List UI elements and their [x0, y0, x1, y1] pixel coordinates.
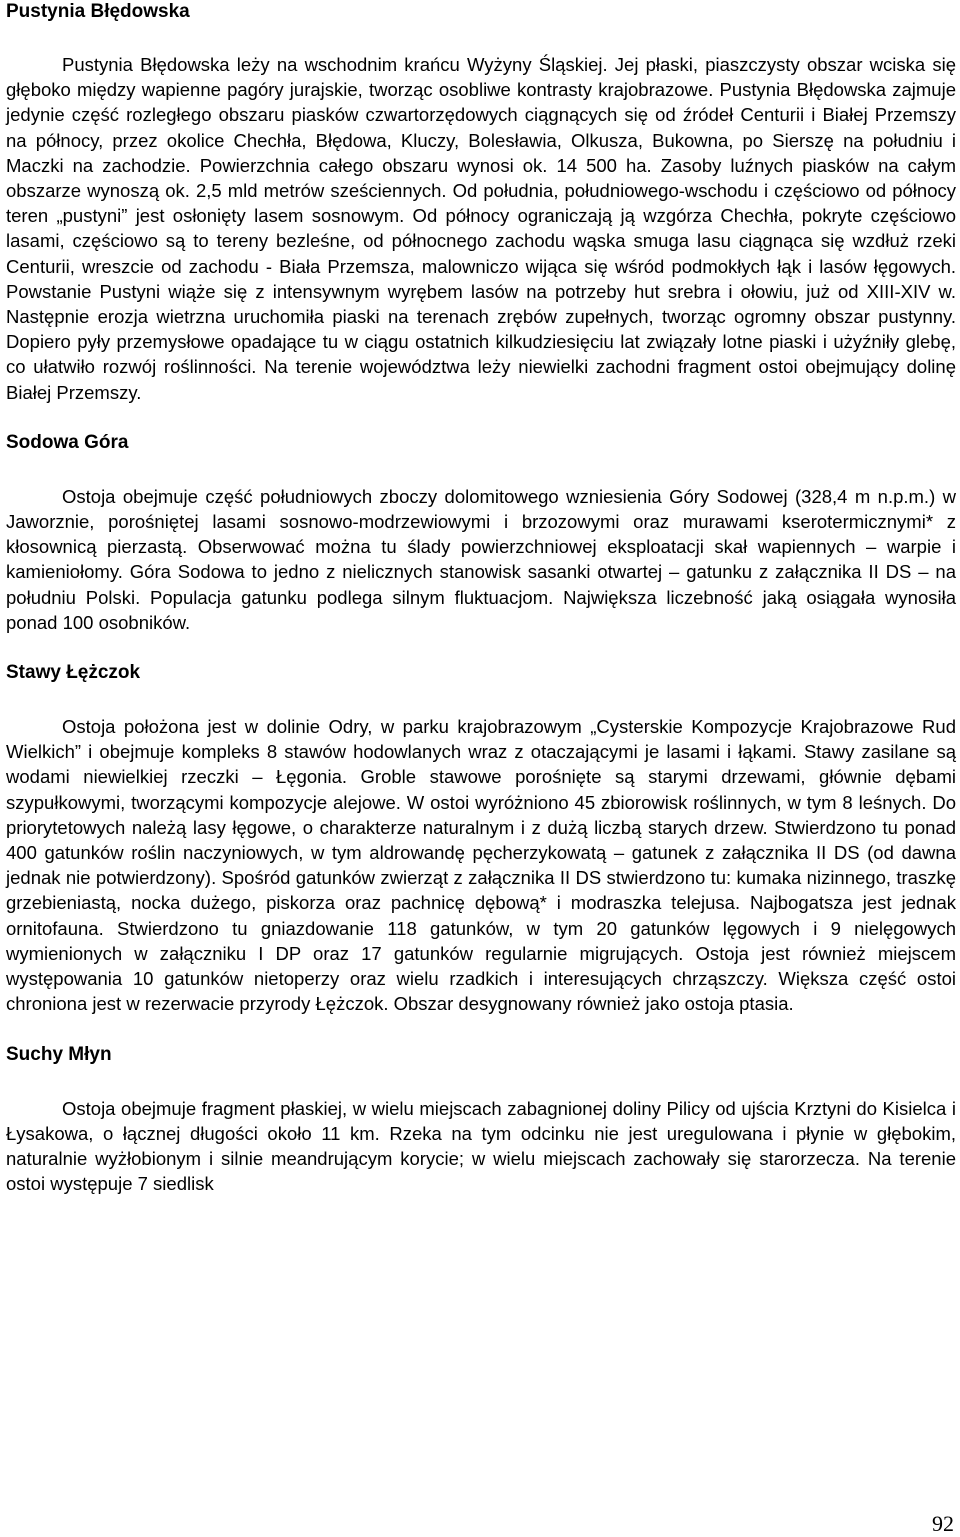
section-paragraph-sodowa-gora: Ostoja obejmuje część południowych zboczy dolomitowego wzniesienia Góry Sodowej (328,4 m n.p.m.) w Jaworznie, porośniętej lasami sosnowo-modrzewiowymi i brzozowymi oraz murawami kserotermicznymi* z kłosownicą pierzastą. Obserwować można tu ślady powierzchniowej eksploatacji skał wapiennych – warpie i kamieniołomy. Góra Sodowa to jedno z nielicznych stanowisk sasanki otwartej – gatunku z załącznika II DS – na południu Polski. Populacja gatunku podlega silnym fluktuacjom. Największa liczebność jaką osiągała wynosiła ponad 100 osobników.: [6, 485, 956, 633]
section-title-sodowa-gora: Sodowa Góra: [6, 431, 129, 453]
section-paragraph-stawy-lezczok: Ostoja położona jest w dolinie Odry, w parku krajobrazowym „Cysterskie Kompozycje Krajobrazowe Rud Wielkich” i obejmuje kompleks 8 stawów hodowlanych wraz z otaczającymi je lasami i łąkami. Stawy zasilane są wodami niewielkiej rzeczki – Łęgonia. Groble stawowe porośnięte są starymi drzewami, głównie dębami szypułkowymi, tworzącymi kompozycje alejowe. W ostoi wyróżniono 45 zbiorowisk roślinnych, w tym 8 leśnych. Do priorytetowych należą lasy łęgowe, o charakterze naturalnym i z dużą liczbą starych drzew. Stwierdzono tu ponad 400 gatunków roślin naczyniowych, w tym aldrowandę pęcherzykowatą – gatunek z załącznika II DS (od dawna jednak nie potwierdzony). Spośród gatunków zwierząt z załącznika II DS stwierdzono tu: kumaka nizinnego, traszkę grzebieniastą, nocka dużego, piskorza oraz pachnicę dębową* i modraszka telejusa. Najbogatsza jest jednak ornitofauna. Stwierdzono tu gniazdowanie 118 gatunków, w tym 20 gatunków lęgowych i 9 nielęgowych wymienionych w załączniku I DP oraz 17 gatunków regularnie migrujących. Ostoja jest również miejscem występowania 10 gatunków nietoperzy oraz wielu rzadkich i interesujących chrząszczy. Większa część ostoi chroniona jest w rezerwacie przyrody Łężczok. Obszar desygnowany również jako ostoja ptasia.: [6, 716, 956, 1015]
section-paragraph-pustynia-bledowska: Pustynia Błędowska leży na wschodnim krańcu Wyżyny Śląskiej. Jej płaski, piaszczysty obszar wciska się głęboko między wapienne pagóry jurajskie, tworząc osobliwe kontrasty krajobrazowe. Pustynia Błędowska zajmuje jedynie część rozległego obszaru piasków czwartorzędowych ciągnących się od źródeł Centurii i Białej Przemszy na północy, przez okolice Chechła, Błędowa, Kluczy, Bolesławia, Olkusza, Bukowna, po Sierszę na południu i Maczki na zachodzie. Powierzchnia całego obszaru wynosi ok. 14 500 ha. Zasoby luźnych piasków na całym obszarze wynoszą ok. 2,5 mld metrów sześciennych. Od południa, południowego-wschodu i częściowo od północy teren „pustyni” jest osłonięty lasem sosnowym. Od północy ograniczają ją wzgórza Chechła, pokryte częściowo lasami, częściowo są to tereny bezleśne, od północnego zachodu wąska smuga lasu ciągnąca się wzdłuż rzeki Centurii, wreszcie od zachodu - Biała Przemsza, malowniczo wijąca się wśród podmokłych łąk i lasów łęgowych. Powstanie Pustyni wiąże się z intensywnym wyrębem lasów na potrzeby hut srebra i ołowiu, już od XIII-XIV w. Następnie erozja wietrzna uruchomiła piaski na terenach zrębów zupełnych, tworząc ogromny obszar pustynny. Dopiero pyły przemysłowe opadające tu w ciągu ostatnich kilkudziesięciu lat związały lotne piaski i użyźniły glebę, co ułatwiło rozwój roślinności. Na terenie województwa leży niewielki zachodni fragment ostoi obejmujący dolinę Białej Przemszy.: [6, 54, 956, 403]
section-title-stawy-lezczok: Stawy Łężczok: [6, 662, 141, 684]
section-title-suchy-mlyn: Suchy Młyn: [6, 1043, 112, 1065]
document-page: [6, 0, 956, 1196]
page-number: 92: [932, 1511, 954, 1536]
section-title-pustynia-bledowska: Pustynia Błędowska: [6, 1, 190, 22]
section-paragraph-suchy-mlyn: Ostoja obejmuje fragment płaskiej, w wielu miejscach zabagnionej doliny Pilicy od ujścia Krztyni do Kisielca i Łysakowa, o łącznej długości około 11 km. Rzeka na tym odcinku nie jest uregulowana i płynie w głębokim, naturalnie wyżłobionym i silnie meandrującym korycie; w wielu miejscach zachowały się starorzecza. Na terenie ostoi występuje 7 siedlisk: [6, 1097, 956, 1195]
